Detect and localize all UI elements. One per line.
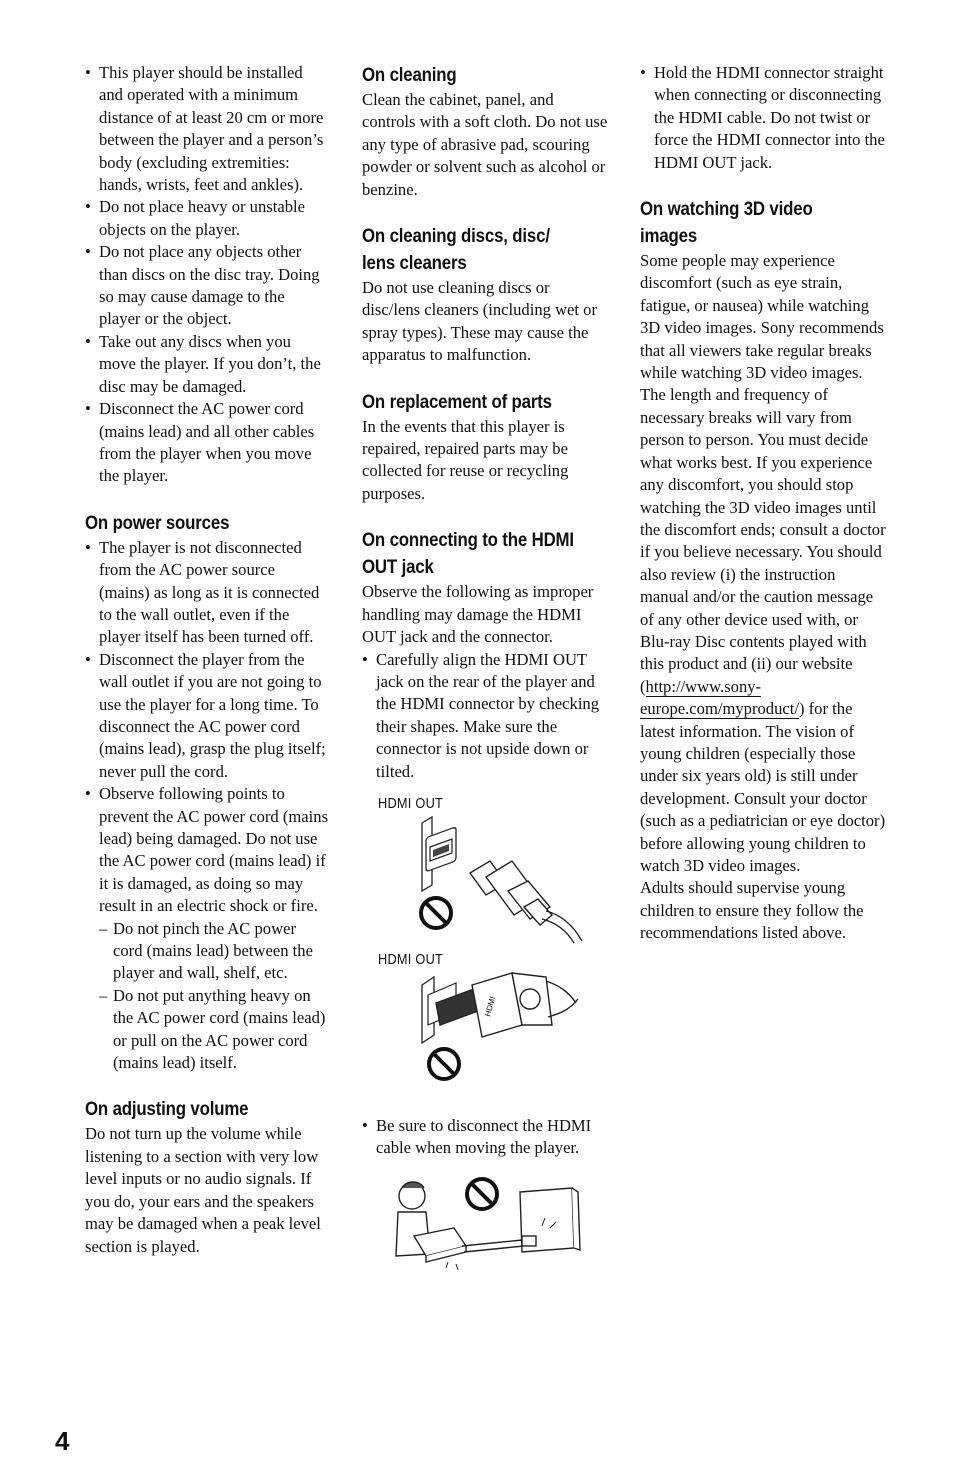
list-item: • Disconnect the AC power cord (mains lead) and all other cables from the player when you move the player. [85,398,329,488]
column-middle [362,62,608,1274]
paragraph-hdmi-intro: Observe the following as improper handling may damage the HDMI OUT jack and the connector. [362,582,594,647]
dash-item: – Do not pinch the AC power cord (mains lead) between the player and wall, shelf, etc. [85,918,329,985]
paragraph-cleaning: Clean the cabinet, panel, and controls with a soft cloth. Do not use any type of abrasive pad, scouring powder or solvent such as alcohol or benzine. [362,90,608,199]
hdmi-figure-1 [362,795,608,945]
text-run: Some people may experience discomfort (such as eye strain, fatigue, or nausea) while watching 3D video images. Sony recommends that all viewers take regular breaks while watching 3D video images. The length and frequency of necessary breaks will vary from person to person. You must decide what works best. If you experience any discomfort, you should stop watching the 3D video images until the discomfort ends; consult a doctor if you believe necessary. You should also review (i) the instruction manual and/or the caution message of any other device used with, or Blu-ray Disc contents played with this product and (ii) our website ( [640,251,886,696]
heading-line: OUT jack [362,556,434,579]
section-heading-cleaning-discs [362,223,574,277]
paragraph-adults-supervise: Adults should supervise young children to ensure they follow the recommendations listed above. [640,878,864,943]
section-heading-3d-video [640,196,852,250]
list-item: • Take out any discs when you move the player. If you don’t, the disc may be damaged. [85,331,329,398]
heading-line: On cleaning discs, disc/ [362,225,550,248]
paragraph-replacement-parts: In the events that this player is repaired, repaired parts may be collected for reuse or recycling purposes. [362,416,569,503]
section-heading-cleaning: On cleaning [362,64,457,86]
paragraph-volume: Do not turn up the volume while listening to a section with very low level inputs or no audio signals. If you do, your ears and the speakers may be damaged when a peak level section is played. [85,1124,321,1256]
list-item: • Hold the HDMI connector straight when connecting or disconnecting the HDMI cable. Do not twist or force the HDMI connector into the HDMI OUT jack. [640,62,886,174]
moving-player-illustration [362,1174,608,1274]
power-bullet-list [85,537,329,1075]
hdmi-tilted-illustration [362,951,608,1091]
prohibited-icon [421,898,451,928]
figure-label-hdmi-out: HDMI OUT [378,950,444,968]
power-dash-list [85,918,329,1075]
list-item: • Do not place any objects other than discs on the disc tray. Doing so may cause damage to the player or the object. [85,241,329,331]
section-heading-power-sources: On power sources [85,511,230,534]
hdmi-upside-down-illustration [362,795,608,945]
hdmi-bullet-list [362,649,608,783]
list-item: • Disconnect the player from the wall outlet if you are not going to use the player for a long time. To disconnect the AC power cord (mains lead), grasp the plug itself; never pull the cord. [85,649,329,783]
section-heading-hdmi [362,527,574,581]
list-item: • The player is not disconnected from the AC power source (mains) as long as it is connected to the wall outlet, even if the player itself has been turned off. [85,537,329,649]
text-run: ) for the latest information. The vision of young children (especially those under six years old) is still under development. Consult your doctor (such as a pediatrician or eye doctor) before allowing young children to watch 3D video images. [640,699,886,875]
heading-line: On watching 3D video [640,198,813,221]
plug-text: HDMI [483,995,498,1018]
prohibited-icon [429,1049,459,1079]
intro-bullet-list [85,62,329,488]
column-left [85,62,329,1258]
hold-bullet-list [640,62,886,174]
list-item [85,783,329,1074]
prohibited-icon [467,1179,497,1209]
page-number: 4 [55,1426,70,1456]
section-heading-replacement-parts: On replacement of parts [362,390,552,413]
list-item: • Be sure to disconnect the HDMI cable when moving the player. [362,1115,608,1160]
heading-line: images [640,225,698,248]
list-item: • Do not place heavy or unstable objects on the player. [85,196,329,241]
column-right [640,62,886,945]
heading-line: On connecting to the HDMI [362,529,574,552]
hdmi-figure-2 [362,951,608,1091]
paragraph-3d-video [640,250,886,877]
figure-label-hdmi-out: HDMI OUT [378,794,444,812]
hdmi-bullet-list-2 [362,1115,608,1160]
paragraph-cleaning-discs: Do not use cleaning discs or disc/lens cleaners (including wet or spray types). These may cause the apparatus to malfunction. [362,278,598,365]
list-item-text: Observe following points to prevent the AC power cord (mains lead) being damaged. Do not use the AC power cord (mains lead) if it is damaged, as doing so may result in an electric shock or fire. [99,784,329,916]
list-item: • This player should be installed and operated with a minimum distance of at least 20 cm or more between the player and a person’s body (excluding extremities: hands, wrists, feet and ankles). [85,62,329,196]
heading-line: lens cleaners [362,252,467,275]
list-item: • Carefully align the HDMI OUT jack on the rear of the player and the HDMI connector by checking their shapes. Make sure the connector is not upside down or tilted. [362,649,608,783]
dash-item: – Do not put anything heavy on the AC power cord (mains lead) or pull on the AC power cord (mains lead) itself. [85,985,329,1075]
sony-website-link[interactable]: http://www.sony-europe.com/myproduct/ [640,676,799,719]
section-heading-adjusting-volume: On adjusting volume [85,1098,249,1121]
